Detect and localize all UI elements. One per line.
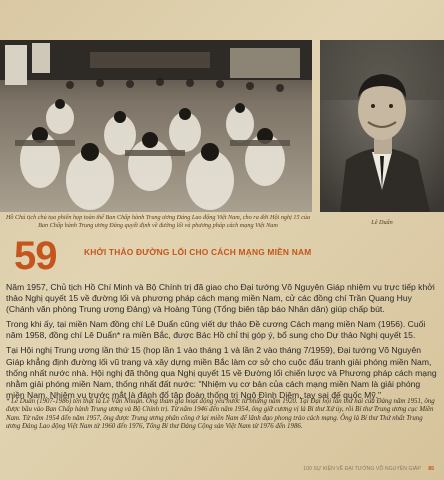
page-footer bbox=[303, 466, 434, 472]
article-body bbox=[6, 282, 438, 405]
meeting-photo-caption: Hồ Chủ tịch chủ tọa phiên họp toàn thể Ban Chấp hành Trung ương Đảng Lao động Việt Nam, cho ra đời Hội nghị 15 của Ban Chấp hành Trung ương Đảng quyết định về đường lối và phương pháp cách mạng Việt Nam bbox=[5, 214, 311, 229]
section-title: KHỞI THẢO ĐƯỜNG LỐI CHO CÁCH MẠNG MIỀN NAM bbox=[84, 247, 312, 257]
section-number: 59 bbox=[14, 234, 57, 278]
meeting-photo-art bbox=[0, 40, 312, 212]
portrait-photo bbox=[320, 40, 444, 212]
portrait-photo-caption: Lê Duẩn bbox=[371, 219, 393, 226]
section-header bbox=[14, 234, 434, 278]
book-title: 100 SỰ KIỆN VỀ ĐẠI TƯỚNG VÕ NGUYÊN GIÁP bbox=[303, 466, 421, 472]
paragraph-3: Tại Hội nghị Trung ương lần thứ 15 (họp lần 1 vào tháng 1 và lần 2 vào tháng 7/1959), Đại tướng Võ Nguyên Giáp khẳng định đường lối vũ trang và xây dựng miền Bắc làm cơ sở cho cuộc đấu tranh giải phóng miền Nam, thống nhất nước nhà. Hội nghị đã thông qua Nghị quyết 15 về Đường lối chiến lược và Phương pháp cách mạng nhằm giải phóng miền Nam, thống nhất đất nước: "Nhiệm vụ cơ bản của cách mạng miền Nam là giải phóng miền Nam. Nhiệm vụ trước mắt là đánh đổ tập đoàn thống trị Ngô Đình Diệm, tay sai đế quốc Mỹ." bbox=[6, 345, 437, 400]
page-number: 85 bbox=[428, 466, 434, 472]
paragraph-1: Năm 1957, Chủ tịch Hồ Chí Minh và Bộ Chính trị đã giao cho Đại tướng Võ Nguyên Giáp nhiệm vụ trực tiếp khởi thảo Nghị quyết 15 về đường lối và phương pháp cách mạng miền Nam, cử các đồng chí Trần Quang Huy (Chánh văn phòng Trung ương Đảng) và Hoàng Tùng (Tổng biên tập báo Nhân dân) giúp chấp bút. bbox=[6, 282, 435, 315]
portrait-photo-art bbox=[320, 40, 444, 212]
paragraph-2: Trong khi ấy, tại miền Nam đồng chí Lê Duẩn cũng viết dự thảo Đề cương Cách mạng miền Nam (1956). Cuối năm 1958, đồng chí Lê Duẩn* ra miền Bắc, được Bác Hồ chỉ thị góp ý, bổ sung cho Dự thảo Nghị quyết 15. bbox=[6, 319, 426, 341]
meeting-photo bbox=[0, 40, 312, 212]
footnote: * Lê Duẩn (1907-1986) tên thật là Lê Văn Nhuận. Ông tham gia hoạt động yêu nước từ những năm 1920. Tại Đại hội lần thứ hai của Đảng năm 1951, ông được bầu vào Ban Chấp hành Trung ương và Bộ Chính trị. Từ năm 1946 đến năm 1954, ông giữ cương vị là Bí thư Xứ ủy, rồi Bí thư Trung ương cục Miền Nam. Từ năm 1954 đến năm 1957, ông được Trung ương phân công ở lại miền Nam để lãnh đạo phong trào cách mạng. Ông là Bí thư Thứ nhất Trung ương Đảng Lao động Việt Nam từ 1960 đến 1976, Tổng Bí thư Đảng Cộng sản Việt Nam từ 1976 đến 1986. bbox=[6, 398, 435, 431]
